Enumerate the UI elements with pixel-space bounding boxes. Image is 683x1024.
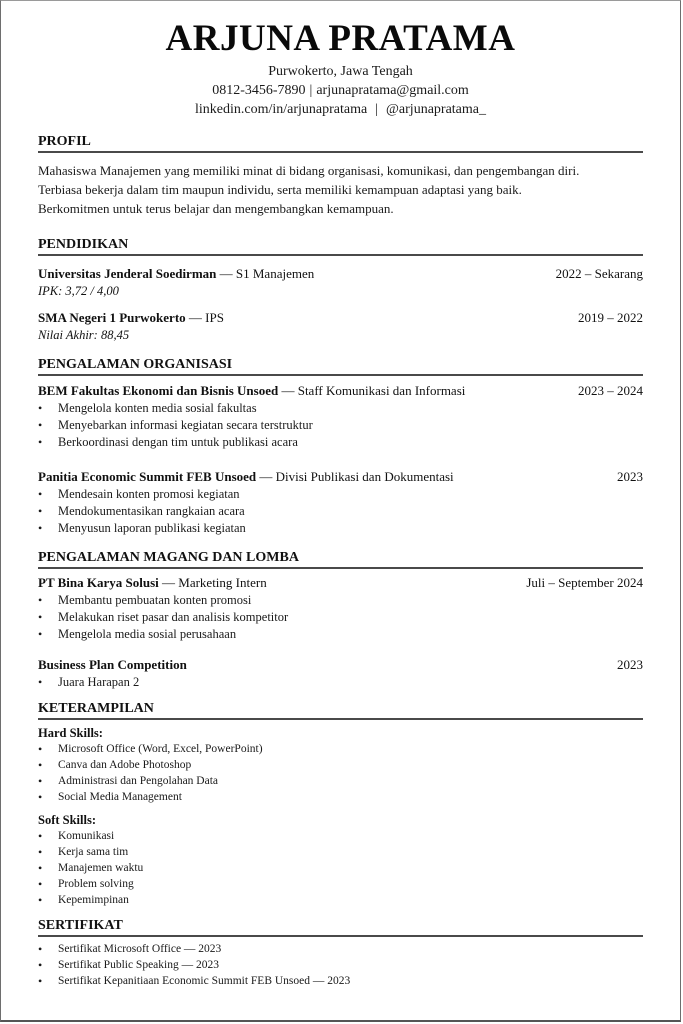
program: IPS bbox=[205, 310, 224, 325]
education-entry bbox=[38, 265, 643, 300]
list-item: • Mendesain konten promosi kegiatan bbox=[38, 486, 643, 503]
period: 2023 – 2024 bbox=[578, 383, 643, 398]
list-item: • Canva dan Adobe Photoshop bbox=[38, 757, 643, 773]
dash: — bbox=[278, 383, 298, 398]
list-item: • Social Media Management bbox=[38, 789, 643, 805]
contact-line bbox=[38, 81, 643, 100]
list-item: • Kepemimpinan bbox=[38, 892, 643, 908]
list-item: • Berkoordinasi dengan tim untuk publikasi acara bbox=[38, 434, 643, 451]
organization-entry bbox=[38, 468, 643, 537]
list-item: • Problem solving bbox=[38, 876, 643, 892]
organization: BEM Fakultas Ekonomi dan Bisnis Unsoed bbox=[38, 383, 279, 398]
section-sertifikat bbox=[38, 917, 643, 989]
section-title: PENDIDIKAN bbox=[38, 236, 643, 256]
list-item: • Sertifikat Microsoft Office — 2023 bbox=[38, 941, 643, 957]
bullet-list bbox=[38, 741, 643, 805]
list-item: • Sertifikat Public Speaking — 2023 bbox=[38, 957, 643, 973]
resume-header bbox=[38, 18, 643, 119]
section-keterampilan bbox=[38, 700, 643, 908]
competition-entry bbox=[38, 656, 643, 691]
hard-skills-title: Hard Skills: bbox=[38, 726, 103, 740]
email-link[interactable]: arjunapratama@gmail.com bbox=[316, 83, 469, 98]
dash: — bbox=[256, 469, 276, 484]
location: Purwokerto, Jawa Tengah bbox=[268, 64, 413, 79]
internship-entry bbox=[38, 574, 643, 643]
role: Marketing Intern bbox=[178, 575, 267, 590]
social-line bbox=[38, 100, 643, 119]
separator: | bbox=[375, 102, 379, 117]
section-title: SERTIFIKAT bbox=[38, 917, 643, 937]
education-entry bbox=[38, 309, 643, 344]
list-item: • Komunikasi bbox=[38, 828, 643, 844]
bullet-list bbox=[38, 400, 643, 451]
soft-skills-title: Soft Skills: bbox=[38, 813, 97, 827]
institution: SMA Negeri 1 Purwokerto bbox=[38, 310, 186, 325]
section-magang bbox=[38, 549, 643, 691]
final-score: Nilai Akhir: 88,45 bbox=[38, 328, 130, 342]
section-title: PROFIL bbox=[38, 133, 643, 153]
section-title: PENGALAMAN ORGANISASI bbox=[38, 356, 643, 376]
summary-line: Berkomitmen untuk terus belajar dan mengembangkan kemampuan. bbox=[38, 201, 394, 216]
list-item: • Mengelola konten media sosial fakultas bbox=[38, 400, 643, 417]
bullet-list bbox=[38, 674, 643, 691]
list-item: • Microsoft Office (Word, Excel, PowerPoint) bbox=[38, 741, 643, 757]
list-item: • Administrasi dan Pengolahan Data bbox=[38, 773, 643, 789]
gpa: IPK: 3,72 / 4,00 bbox=[38, 284, 119, 298]
company: PT Bina Karya Solusi bbox=[38, 575, 159, 590]
period: 2023 bbox=[617, 657, 643, 672]
section-organisasi bbox=[38, 356, 643, 537]
period: 2022 – Sekarang bbox=[555, 266, 643, 281]
bullet-list bbox=[38, 828, 643, 908]
bullet-list bbox=[38, 592, 643, 643]
list-item: • Juara Harapan 2 bbox=[38, 674, 643, 691]
list-item: • Menyebarkan informasi kegiatan secara terstruktur bbox=[38, 417, 643, 434]
list-item: • Melakukan riset pasar dan analisis kompetitor bbox=[38, 609, 643, 626]
list-item: • Sertifikat Kepanitiaan Economic Summit FEB Unsoed — 2023 bbox=[38, 973, 643, 989]
competition: Business Plan Competition bbox=[38, 657, 187, 672]
section-profil bbox=[38, 133, 643, 218]
soft-skills bbox=[38, 813, 643, 908]
list-item: • Membantu pembuatan konten promosi bbox=[38, 592, 643, 609]
instagram-handle[interactable]: @arjunapratama_ bbox=[386, 102, 486, 117]
role: Staff Komunikasi dan Informasi bbox=[297, 383, 466, 398]
profile-summary bbox=[38, 161, 643, 218]
candidate-name: ARJUNA PRATAMA bbox=[165, 18, 516, 59]
list-item: • Mengelola media sosial perusahaan bbox=[38, 626, 643, 643]
dash: — bbox=[185, 310, 206, 325]
dash: — bbox=[158, 575, 179, 590]
list-item: • Menyusun laporan publikasi kegiatan bbox=[38, 520, 643, 537]
summary-line: Terbiasa bekerja dalam tim maupun individu, serta memiliki kemampuan adaptasi yang baik. bbox=[38, 182, 522, 197]
organization-entry bbox=[38, 382, 643, 451]
separator: | bbox=[309, 83, 313, 98]
list-item: • Mendokumentasikan rangkaian acara bbox=[38, 503, 643, 520]
bullet-list bbox=[38, 486, 643, 537]
section-title: KETERAMPILAN bbox=[38, 700, 643, 720]
summary-line: Mahasiswa Manajemen yang memiliki minat di bidang organisasi, komunikasi, dan pengembangan diri. bbox=[38, 163, 580, 178]
bullet-list bbox=[38, 941, 643, 989]
section-title: PENGALAMAN MAGANG DAN LOMBA bbox=[38, 549, 643, 569]
institution: Universitas Jenderal Soedirman bbox=[38, 266, 217, 281]
period: 2023 bbox=[617, 469, 643, 484]
period: Juli – September 2024 bbox=[526, 575, 643, 590]
program: S1 Manajemen bbox=[235, 266, 315, 281]
section-pendidikan bbox=[38, 236, 643, 344]
phone: 0812-3456-7890 bbox=[212, 83, 306, 98]
list-item: • Kerja sama tim bbox=[38, 844, 643, 860]
organization: Panitia Economic Summit FEB Unsoed bbox=[38, 469, 257, 484]
dash: — bbox=[216, 266, 236, 281]
hard-skills bbox=[38, 726, 643, 805]
linkedin-link[interactable]: linkedin.com/in/arjunapratama bbox=[195, 102, 368, 117]
role: Divisi Publikasi dan Dokumentasi bbox=[275, 469, 454, 484]
period: 2019 – 2022 bbox=[578, 310, 643, 325]
resume-page bbox=[38, 0, 643, 989]
list-item: • Manajemen waktu bbox=[38, 860, 643, 876]
